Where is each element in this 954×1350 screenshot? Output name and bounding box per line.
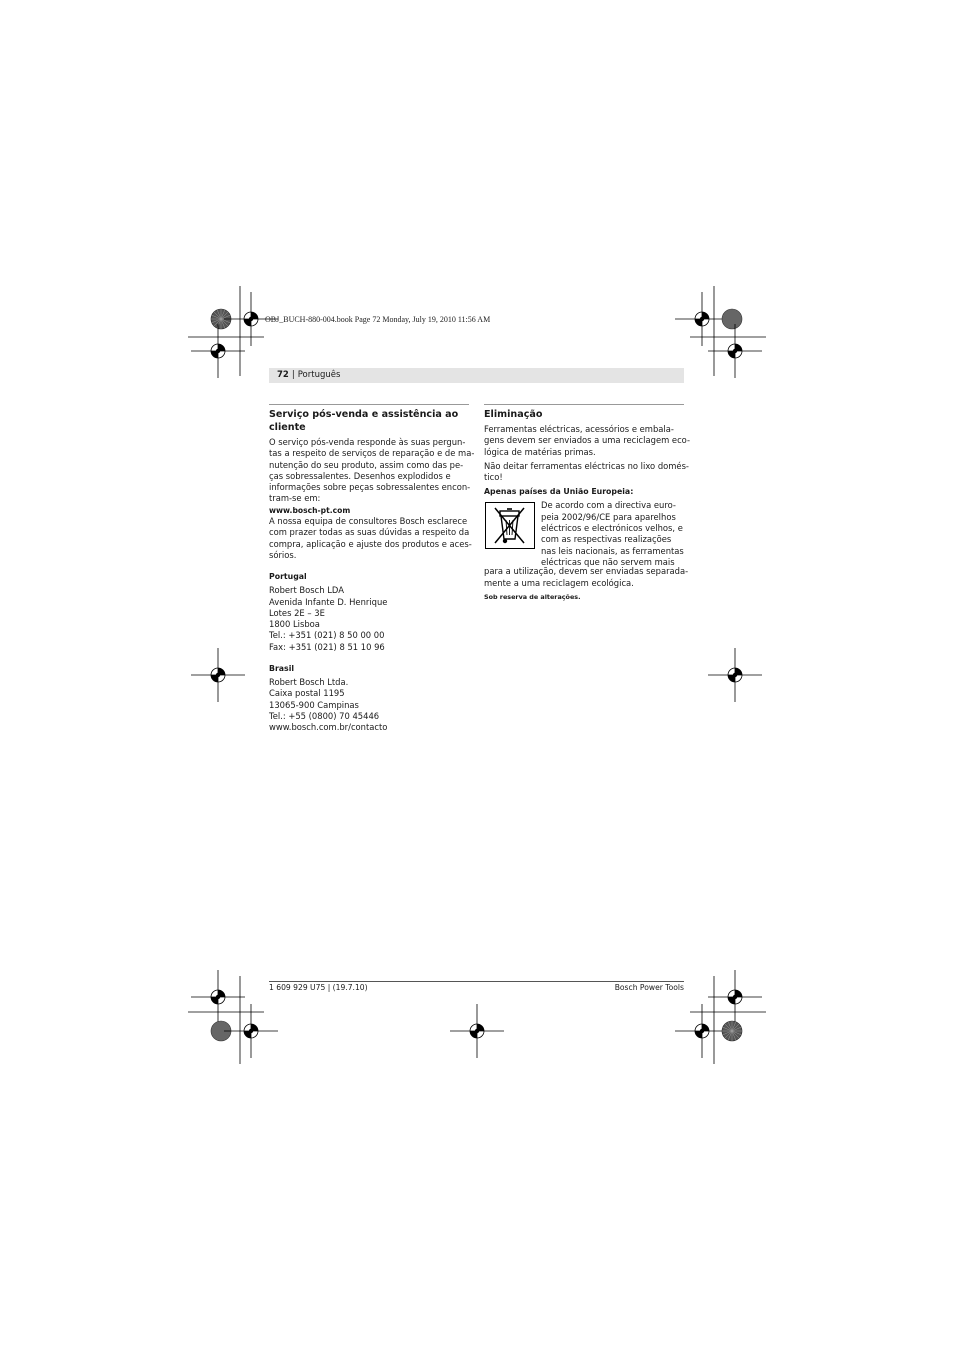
footer-rule	[269, 981, 684, 982]
page-number: 72	[277, 370, 289, 380]
footer-brand: Bosch Power Tools	[614, 983, 684, 992]
portugal-heading: Portugal	[269, 572, 307, 582]
disposal-para-2: Não deitar ferramentas eléctricas no lixo domés- tico!	[484, 460, 689, 483]
page-language: Português	[297, 370, 341, 380]
left-column	[269, 404, 475, 734]
eu-directive-text: De acordo com a directiva euro- peia 2002/96/CE para aparelhos eléctricos e electrónicos velhos, e com as respectivas realizações nas leis nacionais, as ferramentas eléctricas que não servem mais	[541, 500, 684, 567]
page-header-bar	[269, 368, 684, 383]
service-intro: O serviço pós-venda responde às suas pergun- tas a respeito de serviços de reparação e de ma- nutenção do seu produto, assim como das pe- ças sobressalentes. Desenhos explodidos e informações sobre peças sobressalentes encon- tram-se em:	[269, 437, 475, 504]
eu-heading: Apenas países da União Europeia:	[484, 487, 634, 497]
print-header: OBJ_BUCH-880-004.book Page 72 Monday, July 19, 2010 11:56 AM	[265, 315, 491, 324]
section-rule	[484, 404, 684, 405]
crossed-out-wheelie-bin-icon	[485, 502, 535, 549]
service-title: Serviço pós-venda e assistência ao cliente	[269, 409, 459, 433]
brasil-heading: Brasil	[269, 664, 295, 674]
footer-doc-number: 1 609 929 U75 | (19.7.10)	[269, 983, 368, 992]
disposal-para-1: Ferramentas eléctricas, acessórios e embala- gens devem ser enviados a uma reciclagem eco- lógica de matérias primas.	[484, 424, 690, 457]
brasil-address: Robert Bosch Ltda. Caixa postal 1195 13065-900 Campinas Tel.: +55 (0800) 70 45446 www.bosch.com.br/contacto	[269, 677, 388, 733]
change-notice: Sob reserva de alterações.	[484, 593, 581, 602]
service-website: www.bosch-pt.com	[269, 505, 351, 515]
portugal-address: Robert Bosch LDA Avenida Infante D. Henrique Lotes 2E – 3E 1800 Lisboa Tel.: +351 (021) 8 50 00 00 Fax: +351 (021) 8 51 10 96	[269, 585, 388, 652]
right-column	[484, 404, 690, 602]
advice-text: A nossa equipa de consultores Bosch esclarece com prazer todas as suas dúvidas a respeito da compra, aplicação e ajuste dos produtos e aces- sórios.	[269, 516, 472, 560]
section-rule	[269, 404, 469, 405]
page-header-separator: |	[291, 370, 295, 380]
eu-block	[484, 500, 684, 566]
eu-directive-continued: para a utilização, devem ser enviadas separada- mente a uma reciclagem ecológica.	[484, 566, 689, 588]
disposal-title: Eliminação	[484, 409, 543, 420]
